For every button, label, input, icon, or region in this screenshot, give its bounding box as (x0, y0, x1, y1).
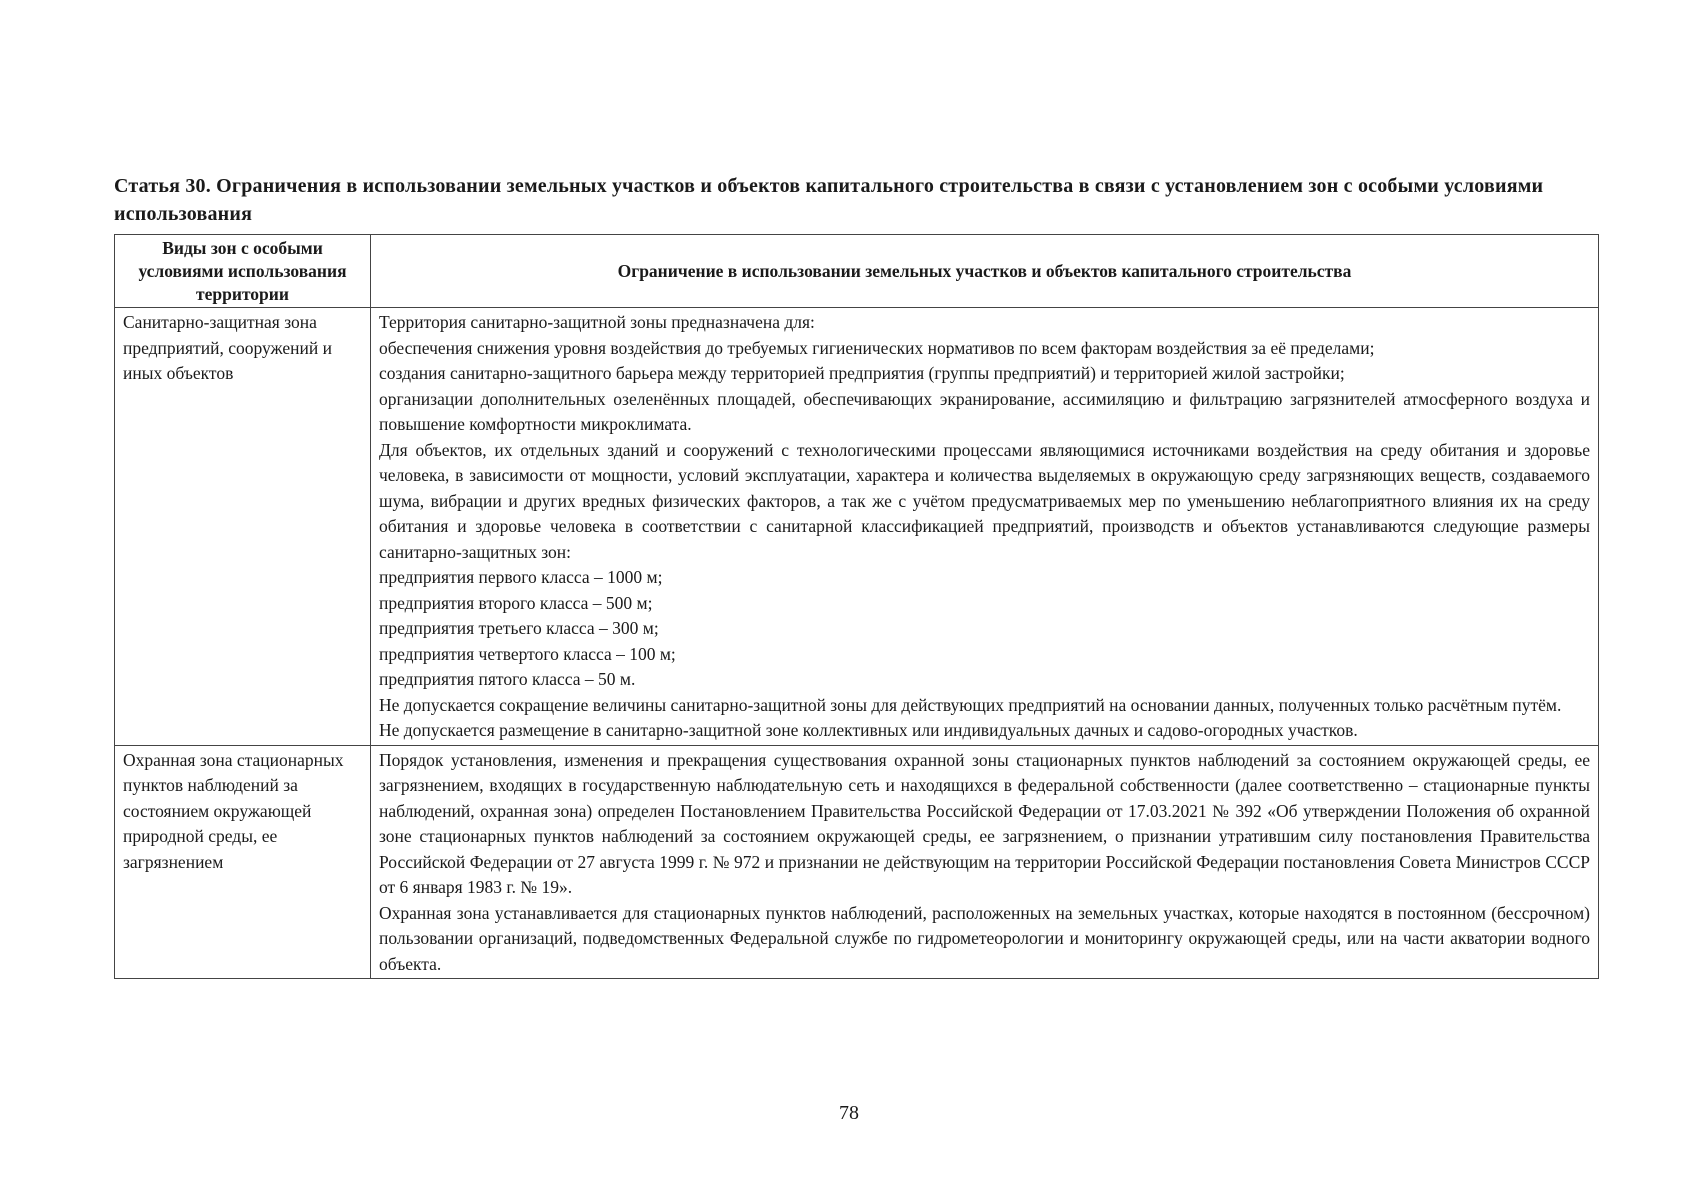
restriction-cell (371, 308, 1599, 746)
table-row (115, 745, 1599, 979)
table-row (115, 308, 1599, 746)
list-item: предприятия первого класса – 1000 м; (379, 567, 663, 587)
paragraph: Не допускается сокращение величины санитарно-защитной зоны для действующих предприятий на основании данных, полученных только расчётным путём. (379, 694, 1562, 715)
table-header-row (115, 235, 1599, 308)
paragraph: Для объектов, их отдельных зданий и сооружений с технологическими процессами являющимися источниками воздействия на среду обитания и здоровье человека, в зависимости от мощности, условий эксплуатации, характера и количества выделяемых в окружающую среду загрязняющих веществ, создаваемого шума, вибрации и других вредных физических факторов, а так же с учётом предусматриваемых мер по уменьшению неблагоприятного влияния их на среду обитания и здоровье человека в соответствии с санитарной классификацией предприятий, производств и объектов устанавливаются следующие размеры санитарно-защитных зон: (379, 439, 1590, 562)
list-item: предприятия третьего класса – 300 м; (379, 618, 659, 638)
zone-name-cell: Санитарно-защитная зона предприятий, сооружений и иных объектов (115, 308, 371, 746)
list-item: предприятия пятого класса – 50 м. (379, 669, 636, 689)
restriction-cell (371, 745, 1599, 979)
zone-name-cell: Охранная зона стационарных пунктов наблюдений за состоянием окружающей природной среды, ее загрязнением (115, 745, 371, 979)
list-item: обеспечения снижения уровня воздействия до требуемых гигиенических нормативов по всем факторам воздействия за её пределами; (379, 337, 1375, 358)
restrictions-table (114, 234, 1599, 979)
paragraph: Охранная зона устанавливается для стационарных пунктов наблюдений, расположенных на земельных участках, которые находятся в постоянном (бессрочном) пользовании организаций, подведомственных Федеральной службе по гидрометеорологии и мониторингу окружающей среды, или на части акватории водного объекта. (379, 902, 1590, 974)
paragraph: Территория санитарно-защитной зоны предназначена для: (379, 312, 815, 332)
paragraph: Порядок установления, изменения и прекращения существования охранной зоны стационарных пунктов наблюдений за состоянием окружающей среды, ее загрязнением, входящих в государственную наблюдательную сеть и находящихся в федеральной собственности (далее соответственно – стационарные пункты наблюдений, охранная зона) определен Постановлением Правительства Российской Федерации от 17.03.2021 № 392 «Об утверждении Положения об охранной зоне стационарных пунктов наблюдений за состоянием окружающей среды, ее загрязнением, о признании утратившим силу постановления Правительства Российской Федерации от 27 августа 1999 г. № 972 и признании не действующим на территории Российской Федерации постановления Совета Министров СССР от 6 января 1983 г. № 19». (379, 749, 1590, 897)
header-restriction: Ограничение в использовании земельных участков и объектов капитального строительства (371, 235, 1599, 308)
header-zone-type: Виды зон с особыми условиями использования территории (115, 235, 371, 308)
document-page (114, 172, 1598, 979)
article-title: Статья 30. Ограничения в использовании земельных участков и объектов капитального строительства в связи с установлением зон с особыми условиями использования (114, 175, 1544, 225)
list-item: организации дополнительных озеленённых площадей, обеспечивающих экранирование, ассимиляцию и фильтрацию загрязнителей атмосферного воздуха и повышение комфортности микроклимата. (379, 388, 1590, 434)
list-item: предприятия второго класса – 500 м; (379, 592, 653, 613)
page-number: 78 (839, 1102, 859, 1124)
list-item: предприятия четвертого класса – 100 м; (379, 643, 676, 664)
paragraph: Не допускается размещение в санитарно-защитной зоне коллективных или индивидуальных дачных и садово-огородных участков. (379, 720, 1358, 740)
list-item: создания санитарно-защитного барьера между территорией предприятия (группы предприятий) и территорией жилой застройки; (379, 363, 1345, 383)
